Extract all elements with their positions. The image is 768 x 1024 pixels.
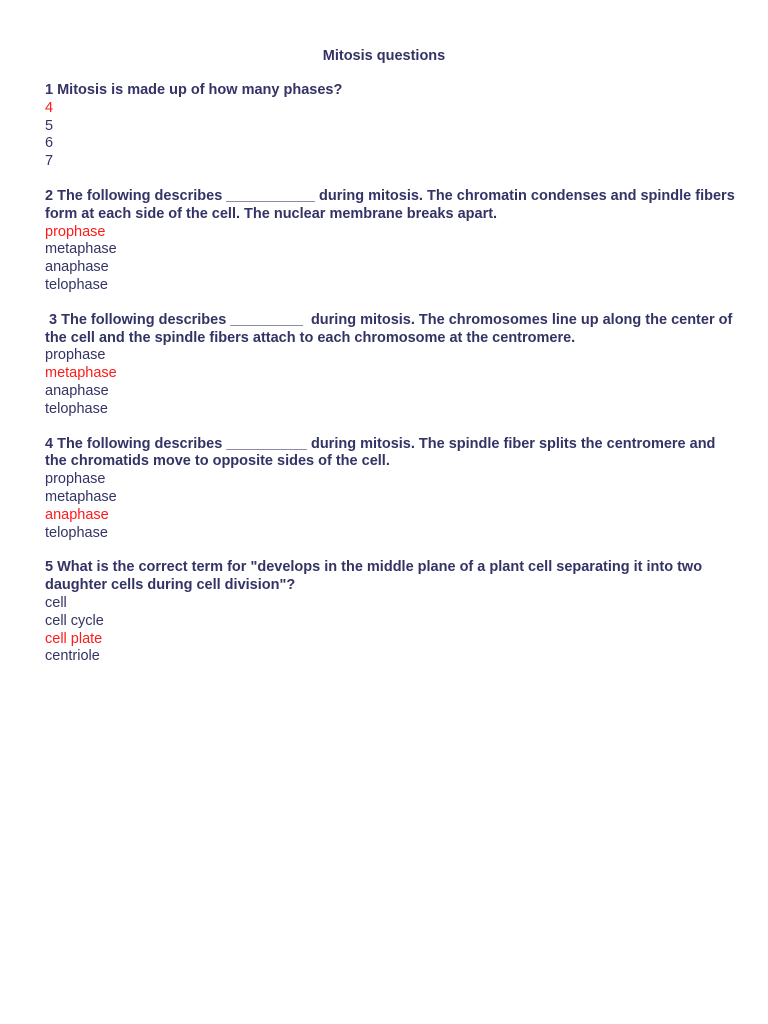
question-2 bbox=[45, 187, 739, 295]
answer-option: prophase bbox=[45, 347, 106, 364]
question-text: 1 Mitosis is made up of how many phases? bbox=[45, 82, 343, 98]
answer-option-correct: metaphase bbox=[45, 365, 117, 382]
question-4 bbox=[45, 436, 735, 543]
answer-option: cell bbox=[45, 594, 67, 611]
answer-option: prophase bbox=[45, 471, 106, 488]
page-title: Mitosis questions bbox=[322, 48, 446, 64]
answer-option: telophase bbox=[45, 400, 108, 417]
answer-option: 5 bbox=[45, 117, 54, 134]
question-text: 5 What is the correct term for "develops in the middle plane of a plant cell separating it into two daughter cells during cell division"? bbox=[45, 559, 707, 594]
answer-option: anaphase bbox=[45, 382, 109, 399]
question-text: 2 The following describes ___________ during mitosis. The chromatin condenses and spindle fibers form at each side of the cell. The nuclear membrane breaks apart. bbox=[45, 187, 739, 222]
question-5 bbox=[45, 559, 735, 666]
answer-option: metaphase bbox=[45, 488, 117, 505]
answer-option: telophase bbox=[45, 524, 108, 541]
question-1 bbox=[45, 82, 735, 171]
question-list bbox=[45, 82, 739, 683]
answer-option-correct: 4 bbox=[45, 99, 54, 116]
answer-option-correct: anaphase bbox=[45, 506, 109, 523]
question-text: 4 The following describes __________ during mitosis. The spindle fiber splits the centromere and the chromatids move to opposite sides of the cell. bbox=[45, 435, 720, 470]
question-text: 3 The following describes _________ during mitosis. The chromosomes line up along the center of the cell and the spindle fibers attach to each chromosome at the centromere. bbox=[45, 311, 737, 346]
answer-option: cell cycle bbox=[45, 612, 104, 629]
question-3 bbox=[45, 312, 735, 419]
answer-option: centriole bbox=[45, 648, 100, 665]
answer-option: metaphase bbox=[45, 241, 117, 258]
answer-option-correct: prophase bbox=[45, 223, 106, 240]
answer-option-correct: cell plate bbox=[45, 630, 103, 647]
answer-option: anaphase bbox=[45, 259, 109, 276]
answer-option: 7 bbox=[45, 153, 54, 170]
answer-option: 6 bbox=[45, 135, 54, 152]
answer-option: telophase bbox=[45, 276, 108, 293]
